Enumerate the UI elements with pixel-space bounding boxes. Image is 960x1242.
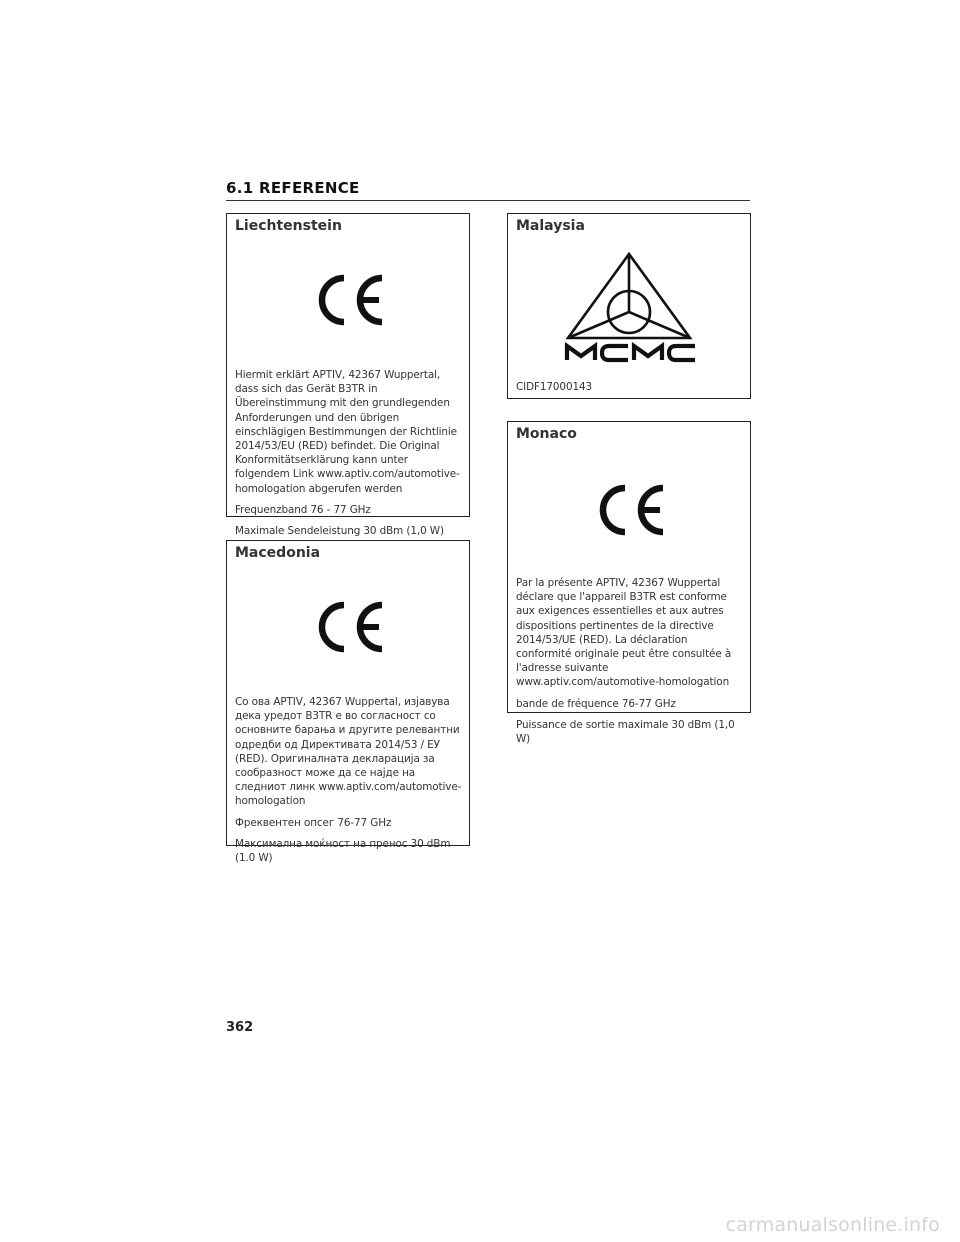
monaco-title: Monaco	[516, 426, 577, 442]
macedonia-title: Macedonia	[235, 545, 321, 561]
monaco-box	[507, 421, 751, 746]
ce-mark-icon	[311, 599, 387, 655]
watermark: carmanualsonline.info	[725, 1214, 940, 1236]
monaco-declaration: Par la présente APTIV, 42367 Wuppertal déclare que l'appareil B3TR est conforme aux exigences essentielles et aux autres dispositions pertinentes de la directive 2014/53/UE (RED). La déclaration conformité originale peut être consultée à l'adresse suivante www.aptiv.com/automotive-homologation	[516, 577, 732, 689]
malaysia-body	[516, 380, 744, 401]
page-number: 362	[226, 1020, 254, 1035]
macedonia-body	[235, 695, 463, 872]
liechtenstein-power: Maximale Sendeleistung 30 dBm (1,0 W)	[235, 525, 444, 538]
liechtenstein-box	[226, 213, 470, 538]
malaysia-code: CIDF17000143	[516, 381, 592, 393]
liechtenstein-frequency: Frequenzband 76 - 77 GHz	[235, 503, 371, 516]
liechtenstein-declaration: Hiermit erklärt APTIV, 42367 Wuppertal, dass sich das Gerät B3TR in Übereinstimmung mit den grundlegenden Anforderungen und den übrigen einschlägigen Bestimmungen der Richtlinie 2014/53/EU (RED) befindet. Die Original Konformitätserklärung kann unter folgendem Link www.aptiv.com/automotive-homologation abgerufen werden	[235, 369, 460, 495]
macedonia-declaration: Со ова APTIV, 42367 Wuppertal, изјавува дека уредот B3TR е во согласност со основните барања и другите релевантни одредби од Директивата 2014/53 / ЕУ (RED). Оригиналната декларација за сообразност може да се најде на следниот линк www.aptiv.com/automotive-homologation	[235, 696, 462, 808]
mcmc-logo-icon	[562, 250, 698, 364]
malaysia-box	[507, 213, 751, 399]
liechtenstein-body	[235, 368, 463, 545]
monaco-power: Puissance de sortie maximale 30 dBm (1,0 W)	[516, 718, 735, 746]
macedonia-box	[226, 540, 470, 865]
ce-mark-icon	[592, 482, 668, 538]
malaysia-title: Malaysia	[516, 218, 585, 234]
section-header	[226, 178, 750, 201]
macedonia-frequency: Фреквентен опсег 76-77 GHz	[235, 816, 392, 829]
macedonia-power: Максимална моќност на пренос 30 dBm (1.0 W)	[235, 837, 451, 865]
section-title: 6.1 REFERENCE	[226, 179, 360, 197]
monaco-frequency: bande de fréquence 76-77 GHz	[516, 697, 676, 710]
monaco-body	[516, 576, 744, 753]
ce-mark-icon	[311, 272, 387, 328]
liechtenstein-title: Liechtenstein	[235, 218, 342, 234]
